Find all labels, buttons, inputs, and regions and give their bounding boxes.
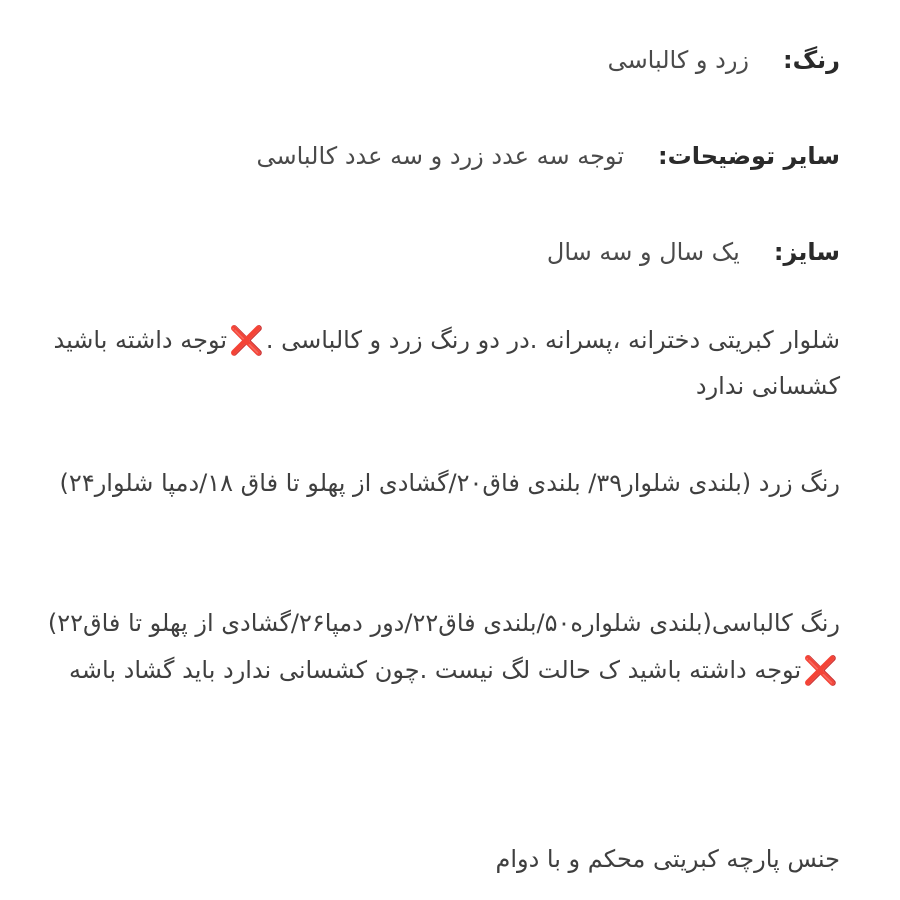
attribute-size-value: یک سال و سه سال	[546, 238, 740, 266]
attribute-notes-value: توجه سه عدد زرد و سه عدد کالباسی	[256, 142, 625, 170]
description-p3-text: رنگ کالباسی(بلندی شلواره۵۰/بلندی فاق۲۲/دور دمپا۲۶/گشادی از پهلو تا فاق۲۲)	[47, 609, 840, 637]
description-p1-text: شلوار کبریتی دخترانه ،پسرانه .در دو رنگ زرد و کالباسی .	[265, 326, 840, 354]
attribute-color-row	[608, 46, 840, 74]
attribute-size-label: سایز:	[773, 238, 840, 266]
attribute-notes-label: سایر توضیحات:	[658, 142, 840, 170]
description-p4-text: جنس پارچه کبریتی محکم و با دوام	[495, 845, 840, 873]
cross-mark-icon: ❌	[229, 324, 264, 357]
cross-mark-icon: ❌	[803, 654, 838, 687]
description-paragraph-3	[30, 600, 840, 693]
description-paragraph-1	[30, 316, 840, 409]
description-p3-warning: توجه داشته باشید ک حالت لگ نیست .چون کشسانی ندارد باید گشاد باشه	[69, 656, 802, 684]
description-paragraph-2	[30, 460, 840, 506]
attribute-notes-row	[256, 142, 840, 170]
description-p2-text: رنگ زرد (بلندی شلوار۳۹/ بلندی فاق۲۰/گشادی از پهلو تا فاق ۱۸/دمپا شلوار۲۴)	[59, 469, 840, 497]
description-p1-warning: توجه داشته باشید کشسانی ندارد	[53, 326, 840, 400]
attribute-size-row	[547, 238, 840, 266]
attribute-color-label: رنگ:	[783, 46, 840, 74]
attribute-color-value: زرد و کالباسی	[607, 46, 749, 74]
description-paragraph-4	[30, 836, 840, 882]
